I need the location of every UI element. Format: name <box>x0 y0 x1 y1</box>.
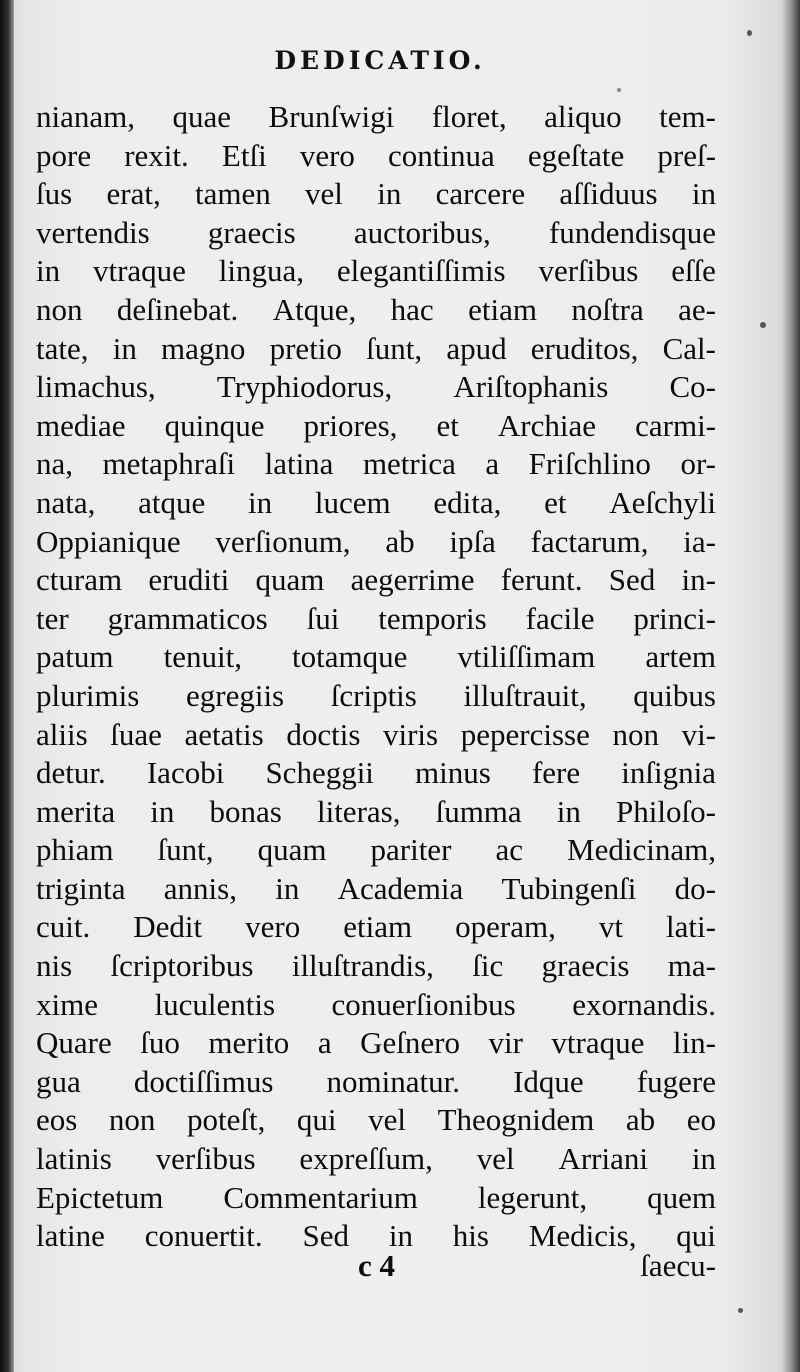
text-line: vertendis graecis auctoribus, fundendisque <box>36 214 716 250</box>
text-line: xime luculentis conuerſionibus exornandis. <box>36 986 716 1022</box>
text-line: nis ſcriptoribus illuſtrandis, ſic graecis ma- <box>36 948 716 984</box>
text-line: ſus erat, tamen vel in carcere aſſiduus in <box>36 176 716 212</box>
text-line: latinis verſibus expreſſum, vel Arriani in <box>36 1141 716 1177</box>
text-line: na, metaphraſi latina metrica a Friſchlino or- <box>36 446 716 482</box>
text-line: plurimis egregiis ſcriptis illuſtrauit, quibus <box>36 677 716 713</box>
text-line: tate, in magno pretio ſunt, apud eruditos, Cal- <box>36 330 716 366</box>
text-line: gua doctiſſimus nominatur. Idque fugere <box>36 1063 716 1099</box>
text-line: Oppianique verſionum, ab ipſa factarum, ia- <box>36 523 716 559</box>
text-line: patum tenuit, totamque vtiliſſimam artem <box>36 639 716 675</box>
page-left-shadow <box>0 0 14 1372</box>
page-right-shadow <box>782 0 800 1372</box>
ink-speck <box>738 1308 743 1313</box>
text-line: merita in bonas literas, ſumma in Philoſo- <box>36 793 716 829</box>
text-line: mediae quinque priores, et Archiae carmi- <box>36 407 716 443</box>
body-text <box>36 98 716 1256</box>
page-footer <box>36 1248 716 1288</box>
ink-speck <box>617 88 621 92</box>
text-line: Epictetum Commentarium legerunt, quem <box>36 1179 716 1215</box>
running-header: DEDICATIO. <box>274 46 486 75</box>
text-line: limachus, Tryphiodorus, Ariſtophanis Co- <box>36 369 716 405</box>
text-line: pore rexit. Etſi vero continua egeſtate preſ- <box>36 137 716 173</box>
text-line: Quare ſuo merito a Geſnero vir vtraque lin- <box>36 1025 716 1061</box>
ink-speck <box>747 30 752 36</box>
signature-mark: c 4 <box>358 1248 396 1283</box>
ink-speck <box>760 322 766 328</box>
text-line: cuit. Dedit vero etiam operam, vt lati- <box>36 909 716 945</box>
text-line: ter grammaticos ſui temporis facile princi- <box>36 600 716 636</box>
text-line: nianam, quae Brunſwigi floret, aliquo tem- <box>36 99 716 134</box>
text-line: phiam ſunt, quam pariter ac Medicinam, <box>36 832 716 868</box>
text-line: eos non poteſt, qui vel Theognidem ab eo <box>36 1102 716 1138</box>
catchword: ſaecu- <box>640 1248 716 1283</box>
text-line: in vtraque lingua, elegantiſſimis verſibus eſſe <box>36 253 716 289</box>
text-line: nata, atque in lucem edita, et Aeſchyli <box>36 484 716 520</box>
text-line: cturam eruditi quam aegerrime ferunt. Sed in- <box>36 562 716 598</box>
text-line: latine conuertit. Sed in his Medicis, qui <box>36 1218 716 1254</box>
text-line: triginta annis, in Academia Tubingenſi do- <box>36 870 716 906</box>
text-line: non deſinebat. Atque, hac etiam noſtra ae- <box>36 291 716 327</box>
text-line: aliis ſuae aetatis doctis viris pepercisse non vi- <box>36 716 716 752</box>
text-line: detur. Iacobi Scheggii minus fere inſignia <box>36 755 716 791</box>
